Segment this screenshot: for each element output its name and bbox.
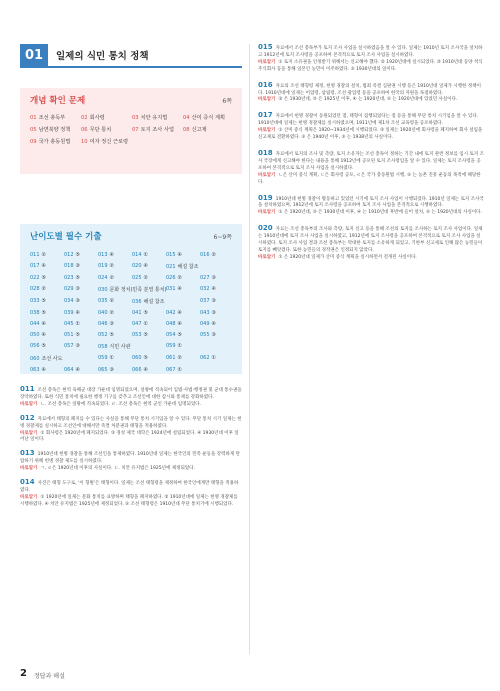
explanation-tag-text: ① 은 1920년대 일제가 산미 증식 계획을 실시하면서 전개된 사실이다. <box>278 254 417 260</box>
exam-answer <box>166 310 198 316</box>
explanation-text: 1910년대 헌병 경찰을 통해 조선인을 통제하였다. 1910년대 일제는 한국인의 민족 운동을 강력하게 탄압하기 위해 헌병 경찰 제도를 실시하였다. <box>20 452 240 465</box>
explanation-tag: 바로알기 <box>20 494 38 500</box>
concept-answer <box>132 126 181 133</box>
explanation-item <box>258 82 484 105</box>
exam-answer <box>200 298 232 305</box>
exam-answer-value: ① <box>211 355 217 361</box>
exam-question-number: 034 <box>64 298 74 304</box>
explanation-item <box>20 415 242 445</box>
explanation-item <box>258 150 484 187</box>
concept-answer-text: 회사령 <box>89 115 105 121</box>
section-header <box>20 44 242 68</box>
exam-answer-value: 해설 참조 <box>177 264 199 270</box>
concept-answer <box>183 114 232 121</box>
concept-answer-text: 토지 조사 사업 <box>140 127 174 133</box>
exam-answer-value: ③ <box>211 332 217 338</box>
exam-question-number: 016 <box>200 252 210 258</box>
exam-answer-value: ② <box>109 275 115 281</box>
exam-question-number: 022 <box>30 275 40 281</box>
explanation-number: 017 <box>258 111 273 120</box>
exam-answer-value: ⑤ <box>109 332 115 338</box>
exam-answer <box>200 275 232 281</box>
exam-answer <box>98 321 130 327</box>
explanation-text: 자료에서 조선 총독부가 토지 조사 사업을 실시하였음을 알 수 있다. 일제는 1910년 토지 조사국을 설치하고 1912년에 토지 조사령을 공포하여 본격적으로 토지 조사 사업을 실시하였다. <box>258 46 483 58</box>
footer-label: 정답과 해설 <box>34 673 65 680</box>
concept-answer-number: 08 <box>183 127 190 133</box>
page-number: 2 <box>20 668 27 679</box>
exam-answer-value: ① <box>143 321 149 327</box>
exam-question-number: 045 <box>64 321 74 327</box>
exam-answer <box>98 343 164 350</box>
concept-check-box <box>20 88 242 174</box>
exam-answer-value: ④ <box>41 332 47 338</box>
exam-question-number: 043 <box>200 310 210 316</box>
explanation-tag: 바로알기 <box>20 401 38 407</box>
explanation-tag: 바로알기 <box>258 97 276 103</box>
exam-answer <box>98 275 130 281</box>
concept-answer-number: 09 <box>30 139 37 145</box>
exam-question-number: 014 <box>132 252 142 258</box>
explanation-item <box>258 225 484 262</box>
exam-answer <box>98 252 130 258</box>
exam-answer <box>98 332 130 338</box>
explanation-tag-text: ① 은 1920년대, ③ 은 1930년대 이후, ④ 는 1910년대 후반에 들어 설치, ⑤ 는 1920년대의 사실이다. <box>278 210 482 216</box>
explanation-number: 011 <box>20 385 35 393</box>
exam-answer-value: ② <box>211 252 217 258</box>
exam-question-number: 021 <box>166 264 176 270</box>
exam-answer-value: ④ <box>177 310 183 316</box>
exam-answer <box>30 310 62 316</box>
exam-answer <box>200 252 232 258</box>
concept-answer <box>132 114 181 121</box>
exam-answer <box>98 367 130 373</box>
exam-question-number: 040 <box>98 310 108 316</box>
exam-answer <box>200 310 232 316</box>
exam-question-number: 015 <box>166 252 176 258</box>
exam-answer <box>98 263 130 270</box>
exam-answer <box>30 343 62 350</box>
exam-question-number: 033 <box>30 298 40 304</box>
exam-answer <box>166 332 198 338</box>
explanation-tag: 바로알기 <box>258 172 276 178</box>
concept-answer-number: 06 <box>81 127 88 133</box>
exam-answer <box>30 367 62 373</box>
exam-answer <box>64 367 96 373</box>
exam-answer <box>166 275 198 281</box>
explanation-item <box>258 44 484 74</box>
column-divider <box>249 44 250 654</box>
exam-answer-value: ④ <box>177 286 183 292</box>
exam-answer-value: ③ <box>75 298 81 304</box>
exam-answer <box>200 355 232 362</box>
exam-answer-value: ⑤ <box>75 252 81 258</box>
exam-answer <box>64 263 96 270</box>
exam-answer <box>132 321 164 327</box>
exam-answer-value: ⑤ <box>41 310 47 316</box>
exam-answer-value: ② <box>109 298 115 304</box>
exam-question-number: 046 <box>98 321 108 327</box>
exam-answer-value: ⑤ <box>177 332 183 338</box>
concept-page: 6쪽 <box>222 97 232 105</box>
explanation-tag: 바로알기 <box>258 59 276 65</box>
explanation-text: 사진은 태형 도구로, '이 형벌'은 태형이다. 일제는 조선 태형령을 제정하여 한국인에게만 태형을 적용하였다. <box>20 481 239 493</box>
explanation-tag: 바로알기 <box>258 210 276 216</box>
exam-answer <box>30 355 96 362</box>
explanation-tag: 바로알기 <box>258 254 276 260</box>
exam-question-number: 064 <box>64 367 74 373</box>
exam-answer-value: ④ <box>177 321 183 327</box>
exam-question-number: 062 <box>200 355 210 361</box>
exam-question-number: 035 <box>98 298 108 304</box>
concept-answer-text: 조선 총독부 <box>38 115 66 121</box>
exam-answer-value: ② <box>109 263 115 269</box>
exam-answer <box>132 275 164 281</box>
exam-answer <box>166 263 232 270</box>
concept-answer-number: 01 <box>30 115 37 121</box>
exam-pages: 6~9쪽 <box>213 233 232 241</box>
exam-answer <box>166 355 198 362</box>
concept-answer <box>81 114 130 121</box>
exam-question-number: 028 <box>30 286 40 292</box>
explanation-tag-text: ① 토지 소유권을 인정받기 위해서는 신고해야 했다. ② 1920년대에 실시되었다. ③ 1910년대 동양 척식 주식회사 등을 통해 일본인 농민이 이주하였다. ⑤ 1930년대의 일이다. <box>258 59 483 72</box>
explanation-number: 014 <box>20 478 35 487</box>
explanation-text: 1910년대 헌병 경찰이 활동하고 있었던 시기에 토지 조사 사업이 시행되었다. 1910년 일제는 토지 조사국을 설치하였으며, 1912년에 토지 조사령을 공포하여 토지 조사 사업을 본격적으로 시행하였다. <box>258 196 484 209</box>
concept-answer <box>30 126 79 133</box>
exam-answer <box>30 252 62 258</box>
exam-question-number: 042 <box>166 310 176 316</box>
exam-answer-value: ⑤ <box>41 343 47 349</box>
explanation-number: 016 <box>258 80 273 89</box>
explanation-text: 자료는 조선 총독부의 조사와 측량, 토지 신고 등을 통해 조선의 토지를 조사하는 토지 조사 사업이다. 일제는 1910년대에 토지 조사 사업을 실시하였고, 1912년에 토지 조사령을 공포하여 본격적으로 토지 조사 사업을 실시하였다. 토지 조사 사업 결과 조선 총독부는 막대한 토지를 소유하게 되었고, 기한부 신고제로 인해 많은 농민들이 토지를 빼앗겼다. 또한 농민들의 경작권은 인정되지 않았다. <box>258 227 483 253</box>
exam-question-number: 067 <box>166 367 176 373</box>
exam-answer <box>30 286 62 293</box>
exam-answer-value: 조선 사도 <box>41 356 63 362</box>
explanation-number: 018 <box>258 148 273 157</box>
exam-question-number: 017 <box>30 263 40 269</box>
exam-answer-value: ③ <box>75 263 81 269</box>
exam-question-number: 065 <box>98 367 108 373</box>
exam-answer-value: ① <box>75 321 81 327</box>
exam-answer <box>132 355 164 362</box>
exam-question-number: 058 <box>98 344 108 350</box>
exam-question-number: 044 <box>30 321 40 327</box>
exam-question-number: 027 <box>200 275 210 281</box>
exam-question-number: 051 <box>64 332 74 338</box>
concept-answer-number: 05 <box>30 127 37 133</box>
concept-answer-text: 남면북양 정책 <box>38 127 71 133</box>
explanation-text: 자료에서 토지의 조사 및 측량, 토지 소유자는 조선 총독이 정하는 기간 내에 토지 관련 정보를 임시 토지 조사 국장에게 신고해야 한다는 내용을 통해 1912년에 공포된 토지 조사령임을 알 수 있다. 일제는 토지 조사령을 공포하여 본격적으로 토지 조사 사업을 실시하였다. <box>258 151 484 171</box>
explanation-item <box>20 450 242 473</box>
concept-answer-number: 03 <box>132 115 139 121</box>
explanation-number: 012 <box>20 413 35 422</box>
exam-question-number: 039 <box>64 310 74 316</box>
exam-answer-value: ④ <box>41 263 47 269</box>
exam-answer-value: ① <box>143 252 149 258</box>
exam-answer-value: ③ <box>109 321 115 327</box>
concept-answer-text: 국가 총동원법 <box>38 139 71 145</box>
exam-answer-value: ④ <box>75 310 81 316</box>
concept-answer <box>81 126 130 133</box>
explanation-tag-text: ② 은 1930년대, ③ 은 1925년 이후, ④ 는 1920년대, ⑤ 는 1920년대에 있었던 사실이다. <box>278 97 458 103</box>
exam-answer <box>64 286 96 293</box>
exam-question-number: 031 <box>166 286 176 292</box>
exam-answer <box>98 310 130 316</box>
exam-question-number: 023 <box>64 275 74 281</box>
exam-answer-value: ② <box>41 286 47 292</box>
explanation-text: 조선 총독은 현역 육해군 대장 가운데 임명되었으며, 일왕에 직속되어 입법·사법·행정권 및 군대 통수권을 장악하였다. 또한 식민 통치에 필요한 행정 기구를 갖추고 조선인에 대한 감시와 통제를 강화하였다. <box>20 388 242 400</box>
exam-question-number: 037 <box>200 298 210 304</box>
explanation-item <box>258 112 484 142</box>
explanation-tag-text: ㄴ. 조선 총독은 일왕에 직속되었다. ㄹ. 조선 총독은 현역 군인 가운데 임명되었다. <box>40 401 201 407</box>
exam-answer-value: ③ <box>75 286 81 292</box>
exam-question-number: 060 <box>132 355 142 361</box>
exam-answer-value: ④ <box>177 252 183 258</box>
left-explanations <box>20 386 242 509</box>
concept-answer-list <box>30 114 232 145</box>
exam-answer <box>98 355 130 362</box>
explanation-tag-text: ① 회사령은 1920년에 폐지되었다. ③ 경성 제국 대학은 1924년에 설립되었다. ④ 1930년대 이후 일어난 일이다. <box>20 430 239 443</box>
right-explanations <box>258 44 484 270</box>
exam-answer-box <box>20 224 242 374</box>
explanation-tag: 바로알기 <box>20 466 38 472</box>
exam-answer-value: ② <box>177 275 183 281</box>
exam-answer-value: ① <box>177 343 183 349</box>
exam-answer-value: ④ <box>41 367 47 373</box>
explanation-tag-text: ① 산미 증식 계획은 1920~1934년에 시행되었다. ③ 일제는 1920년에 회사령을 폐지하여 회사 설립을 신고제로 전환하였다. ⑤ 은 1940년 이후, ⑤ 는 1938년의 사실이다. <box>258 128 483 141</box>
exam-question-number: 011 <box>30 252 40 258</box>
concept-answer-text: 산미 증식 계획 <box>191 115 225 121</box>
exam-answer <box>166 252 198 258</box>
exam-answer <box>64 332 96 338</box>
exam-answer-value: ⑤ <box>143 310 149 316</box>
exam-question-number: 066 <box>132 367 142 373</box>
exam-answer-value: ④ <box>143 367 149 373</box>
exam-answer <box>64 321 96 327</box>
exam-question-number: 048 <box>166 321 176 327</box>
exam-answer-value: ② <box>177 355 183 361</box>
exam-answer <box>98 286 167 293</box>
exam-question-number: 038 <box>30 310 40 316</box>
explanation-item <box>20 479 242 509</box>
explanation-number: 015 <box>258 43 273 51</box>
exam-answer <box>200 332 232 338</box>
exam-question-number: 047 <box>132 321 142 327</box>
page-footer <box>0 666 500 691</box>
concept-answer <box>183 126 232 133</box>
concept-answer <box>30 114 79 121</box>
exam-answer-value: ③ <box>211 275 217 281</box>
exam-answer-value: ④ <box>211 286 217 292</box>
exam-answer <box>30 298 62 305</box>
exam-answer <box>30 332 62 338</box>
exam-answer <box>64 252 96 258</box>
exam-answer-value: ③ <box>211 298 217 304</box>
exam-question-number: 057 <box>64 343 74 349</box>
exam-question-number: 053 <box>132 332 142 338</box>
exam-question-number: 025 <box>132 275 142 281</box>
exam-answer-grid <box>30 252 232 373</box>
exam-question-number: 019 <box>98 263 108 269</box>
explanation-text: 자료의 조선 태형령 제정, 헌병 경찰의 설치, 범죄 즉결 심판권 시행 등은 1910년대 일제가 시행한 정책이다. 1910년대에 일제는 어업령, 삼림령, 조선 광업령 등을 공포하여 한국의 자원을 독점하였다. <box>258 83 481 96</box>
exam-question-number: 049 <box>200 321 210 327</box>
exam-question-number: 061 <box>166 355 176 361</box>
exam-answer-value: ⑤ <box>75 275 81 281</box>
concept-answer-number: 04 <box>183 115 190 121</box>
exam-answer-value: ① <box>109 355 115 361</box>
exam-answer-value: ⑤ <box>41 275 47 281</box>
exam-answer-value: ③ <box>75 343 81 349</box>
exam-question-number: 030 <box>98 287 108 293</box>
exam-question-number: 052 <box>98 332 108 338</box>
explanation-item <box>258 195 484 218</box>
left-column <box>20 44 242 515</box>
exam-question-number: 050 <box>30 332 40 338</box>
exam-answer <box>30 263 62 270</box>
exam-answer <box>166 286 198 293</box>
exam-answer-value: ② <box>109 310 115 316</box>
explanation-tag-text: ① 1920년에 일제는 문화 통치를 표방하며 태형을 폐지하였다. ② 1910년대에 일제는 헌병 경찰제를 시행하였다. ④ 치안 유지법은 1925년에 제정되었다. ⑤ 조선 태형령은 1910년대 무단 통치기에 시행되었다. <box>20 494 238 507</box>
exam-question-number: 056 <box>30 343 40 349</box>
exam-answer <box>200 286 232 293</box>
explanation-tag-text: ㄴ은 산미 증식 계획, ㄷ은 회사령 공포, ㄹ은 국가 총동원법 시행, ⑤ 는 농촌 진흥 운동의 목적에 해당한다. <box>258 172 481 185</box>
exam-answer <box>166 367 198 373</box>
exam-answer <box>132 367 164 373</box>
concept-answer-number: 10 <box>81 139 88 145</box>
explanation-text: 자료에서 헌병 경찰이 동원되었던 점, 태형이 집행되었다는 점 등을 통해 무단 통치 시기임을 알 수 있다. 1910년대에 일제는 헌병 경찰제를 실시하였으며, 1911년에 제1차 조선 교육령을 공포하였다. <box>258 114 479 127</box>
explanation-item <box>20 386 242 409</box>
exam-answer <box>132 263 164 270</box>
exam-answer <box>64 298 96 305</box>
exam-question-number: 054 <box>166 332 176 338</box>
concept-answer <box>81 138 130 145</box>
explanation-number: 020 <box>258 224 273 233</box>
exam-answer <box>166 321 198 327</box>
exam-answer-value: 문화 정치(민족 분열 통치) <box>109 287 167 293</box>
exam-answer <box>132 252 164 258</box>
explanation-tag: 바로알기 <box>258 128 276 134</box>
exam-answer <box>166 343 198 350</box>
exam-question-number: 032 <box>200 286 210 292</box>
concept-answer-number: 02 <box>81 115 88 121</box>
exam-answer <box>30 321 62 327</box>
explanation-number: 013 <box>20 449 35 458</box>
exam-answer <box>200 321 232 327</box>
exam-question-number: 041 <box>132 310 142 316</box>
exam-answer <box>132 310 164 316</box>
exam-answer <box>132 298 198 305</box>
section-number: 01 <box>20 44 48 66</box>
exam-question-number: 018 <box>64 263 74 269</box>
section-title: 일제의 식민 통치 정책 <box>56 51 149 62</box>
exam-answer-value: ⑤ <box>75 332 81 338</box>
concept-answer-text: 무단 통치 <box>89 127 112 133</box>
exam-answer-value: ⑤ <box>143 355 149 361</box>
exam-answer-value: ③ <box>211 310 217 316</box>
exam-question-number: 024 <box>98 275 108 281</box>
concept-answer-number: 07 <box>132 127 139 133</box>
exam-answer-value: ② <box>143 275 149 281</box>
exam-answer-value: ④ <box>143 263 149 269</box>
exam-question-number: 059 <box>166 343 176 349</box>
exam-answer-value: ④ <box>211 321 217 327</box>
exam-question-number: 060 <box>30 356 40 362</box>
exam-question-number: 020 <box>132 263 142 269</box>
exam-answer-value: ② <box>41 252 47 258</box>
explanation-text: 자료에서 태형의 폐지를 수 있다는 사실을 통해 무단 통치 시기임을 알 수 있다. 무단 통치 시기 일제는 헌병 경찰제를 실시하고 조선인에 대해서만 즉결 처분권과 태형을 적용하였다. <box>20 416 242 429</box>
exam-answer <box>64 343 96 350</box>
exam-question-number: 029 <box>64 286 74 292</box>
exam-question-number: 063 <box>30 367 40 373</box>
concept-title: 개념 확인 문제 <box>30 96 86 106</box>
exam-question-number: 013 <box>98 252 108 258</box>
exam-question-number: 059 <box>98 355 108 361</box>
exam-question-number: 026 <box>166 275 176 281</box>
exam-title: 난이도별 필수 기출 <box>30 232 102 242</box>
exam-answer-value: ⑤ <box>41 298 47 304</box>
exam-answer-value: ④ <box>41 321 47 327</box>
concept-answer-text: 치안 유지법 <box>140 115 168 121</box>
exam-answer <box>98 298 130 305</box>
exam-answer-value: 식민 사관 <box>109 344 131 350</box>
concept-answer <box>30 138 79 145</box>
exam-answer <box>132 332 164 338</box>
exam-answer <box>64 275 96 281</box>
exam-question-number: 036 <box>132 299 142 305</box>
exam-answer <box>64 310 96 316</box>
exam-answer-value: ④ <box>75 367 81 373</box>
exam-answer-value: ④ <box>109 252 115 258</box>
exam-answer-value: 해설 참조 <box>143 299 165 305</box>
concept-answer-text: 여자 정신 근로령 <box>89 139 128 145</box>
concept-answer-text: 신고제 <box>191 127 207 133</box>
explanation-tag-text: ㄱ, ㄹ은 1920년대 이후의 사실이다. ㄷ. 치안 유지법은 1925년에 제정되었다. <box>40 466 195 472</box>
exam-question-number: 055 <box>200 332 210 338</box>
exam-answer-value: ⑤ <box>143 332 149 338</box>
explanation-number: 019 <box>258 193 273 202</box>
exam-answer <box>30 275 62 281</box>
exam-answer-value: ① <box>177 367 183 373</box>
explanation-tag: 바로알기 <box>20 430 38 436</box>
exam-question-number: 012 <box>64 252 74 258</box>
exam-answer-value: ③ <box>109 367 115 373</box>
